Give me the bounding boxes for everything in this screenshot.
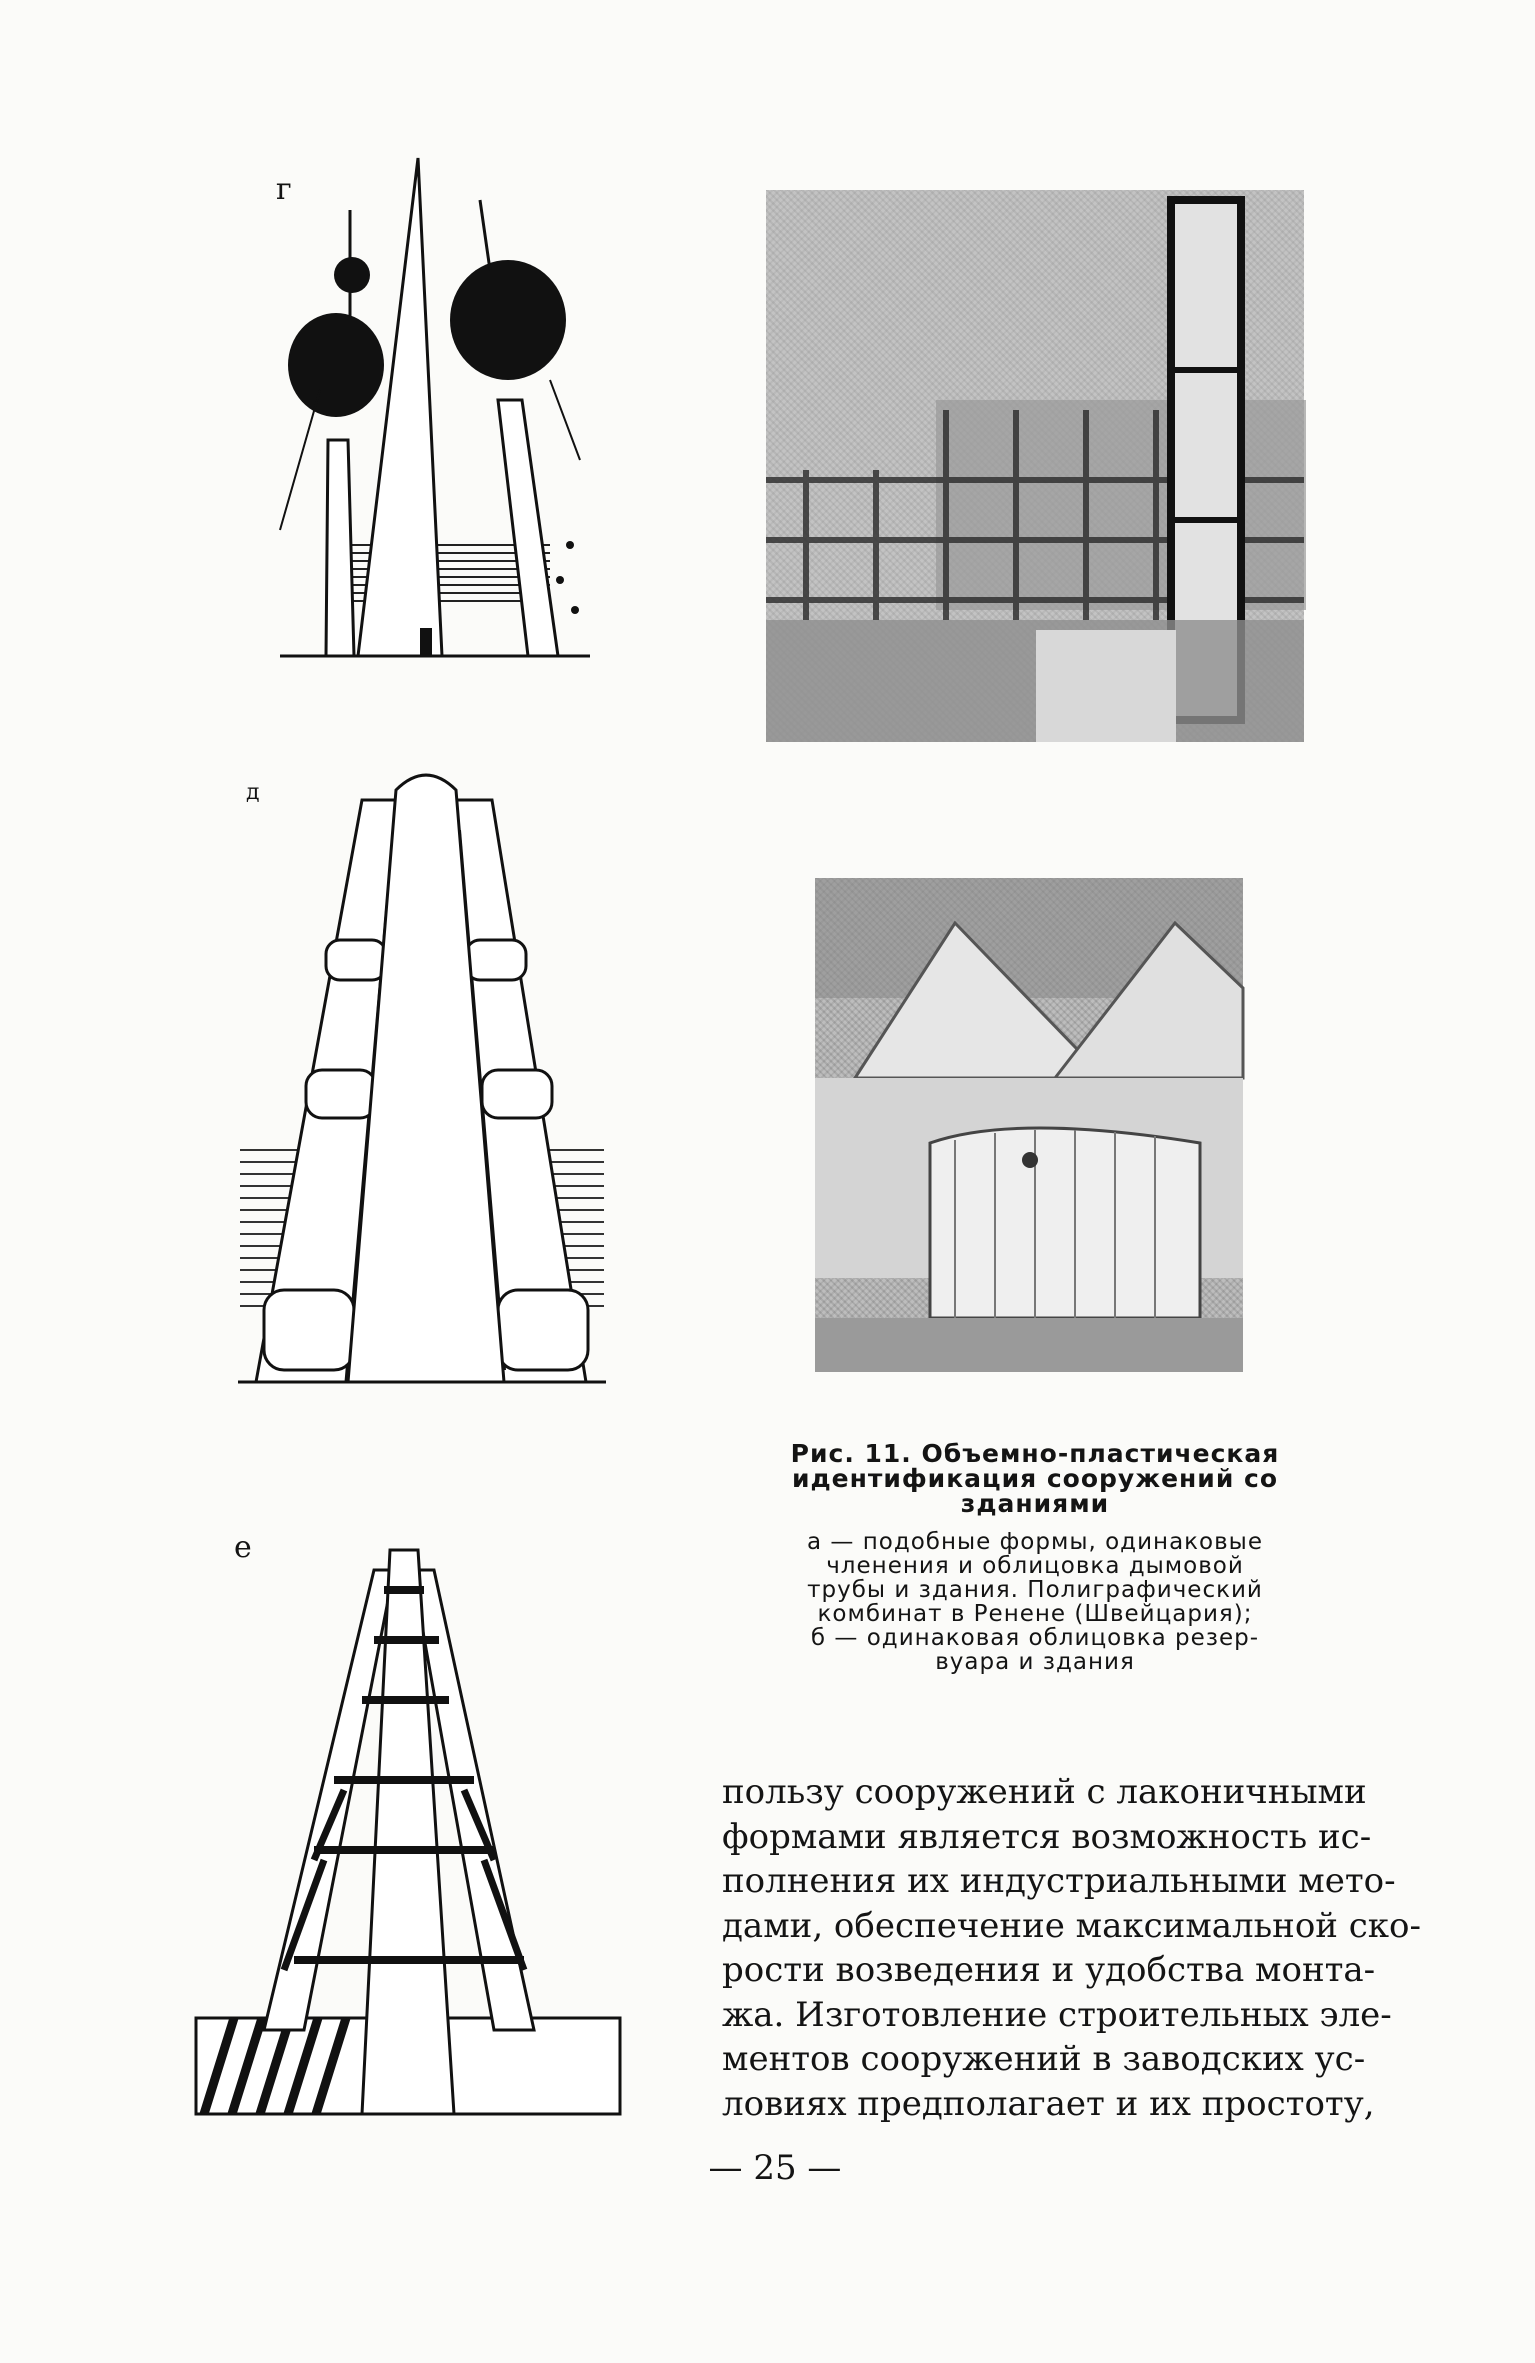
body-line: жа. Изготовление строительных эле- — [722, 1994, 1392, 2035]
figure-label-d: д — [246, 780, 260, 805]
caption-title-line: идентификация сооружений со — [791, 1464, 1279, 1493]
body-line: дами, обеспечение максимальной ско- — [722, 1905, 1422, 1946]
body-line: формами является возможность ис- — [722, 1816, 1372, 1857]
caption-body-line: членения и облицовка дымовой — [826, 1553, 1244, 1579]
photo-printing-plant — [766, 190, 1304, 742]
caption-body-line: б — одинаковая облицовка резер- — [810, 1625, 1260, 1651]
figure-label-g: г — [276, 172, 292, 207]
figure-caption — [770, 1441, 1300, 1674]
figure-label-e: е — [234, 1530, 252, 1565]
body-line: ловиях предполагает и их простоту, — [722, 2083, 1375, 2124]
caption-body-line: комбинат в Ренене (Швейцария); — [817, 1601, 1253, 1627]
chimney-drawing-d — [236, 770, 608, 1392]
body-line: рости возведения и удобства монта- — [722, 1950, 1376, 1990]
towers-drawing-g — [270, 150, 600, 670]
body-text — [722, 1770, 1422, 2126]
page-number: — 25 — — [708, 2148, 842, 2188]
body-line: полнения их индустриальными мето- — [722, 1861, 1396, 1901]
caption-title-line: зданиями — [960, 1489, 1110, 1518]
caption-body-line: а — подобные формы, одинаковые — [807, 1529, 1263, 1555]
caption-body-line: вуара и здания — [935, 1649, 1135, 1675]
body-line: ментов сооружений в заводских ус- — [722, 2039, 1366, 2079]
tripod-tower-drawing-e — [194, 1530, 624, 2120]
caption-body-line: трубы и здания. Полиграфический — [807, 1577, 1263, 1603]
body-line: пользу сооружений с лаконичными — [722, 1772, 1367, 1812]
caption-title-line: Рис. 11. Объемно-пластическая — [790, 1439, 1280, 1468]
photo-reservoir — [815, 878, 1243, 1372]
